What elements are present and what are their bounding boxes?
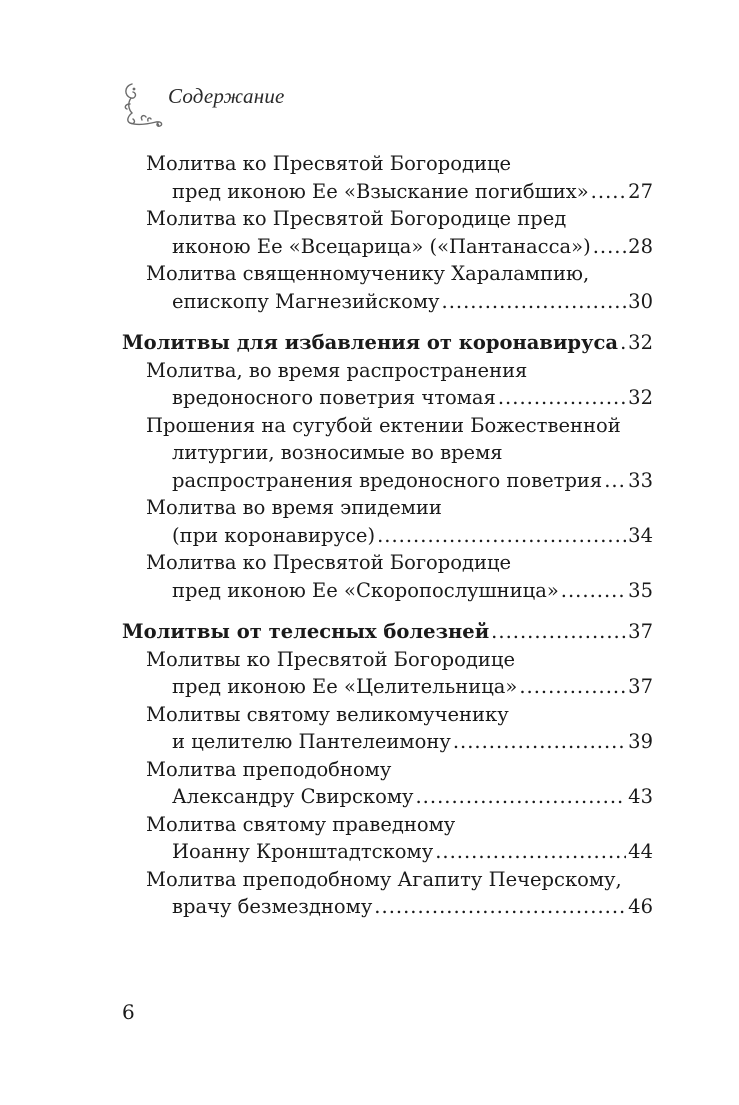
toc-entry-line: распространения вредоносного поветрия xyxy=(172,468,603,492)
toc-page-number: 32 xyxy=(628,331,653,354)
toc-entry-line: Молитва преподобному Агапиту Печерскому, xyxy=(146,867,622,891)
toc-page-number: 27 xyxy=(628,179,653,203)
toc-entry-last-line xyxy=(146,577,653,605)
toc-entry[interactable] xyxy=(122,150,653,205)
toc-entry[interactable] xyxy=(122,646,653,701)
toc-entry-line: и целителю Пантелеимону xyxy=(172,730,451,753)
toc-entry-line: Молитва преподобному xyxy=(146,757,392,781)
toc-entry-line: Молитва во время эпидемии xyxy=(146,496,442,519)
toc-section-continued xyxy=(122,150,653,315)
toc-entry-last-line xyxy=(146,384,653,412)
dot-leader xyxy=(561,577,626,605)
toc-page-number: 33 xyxy=(628,468,653,492)
toc-page-number: 30 xyxy=(628,289,653,313)
toc-entry[interactable] xyxy=(122,494,653,549)
toc-entry-last-line xyxy=(146,522,653,550)
toc-entry[interactable] xyxy=(122,412,653,495)
dot-leader xyxy=(491,618,626,646)
dot-leader xyxy=(604,467,626,495)
toc-page-number: 37 xyxy=(628,620,653,643)
toc-entry-line: Молитва священномученику Харалампию, xyxy=(146,262,590,285)
toc-page-number: 46 xyxy=(628,895,653,918)
toc-page-number: 43 xyxy=(628,785,653,808)
toc-page-number: 34 xyxy=(628,523,653,547)
toc-page-number: 28 xyxy=(628,234,653,258)
toc-entry[interactable] xyxy=(122,866,653,921)
toc-entry[interactable] xyxy=(122,701,653,756)
dot-leader xyxy=(415,783,626,811)
toc-entry[interactable] xyxy=(122,357,653,412)
toc-page-number: 37 xyxy=(628,675,653,698)
toc-entry-line: пред иконою Ее «Скоропослушница» xyxy=(172,578,559,602)
toc-entry[interactable] xyxy=(122,811,653,866)
dot-leader xyxy=(374,893,626,921)
scroll-ornament-icon xyxy=(118,80,166,130)
toc-entry-line: Молитвы ко Пресвятой Богородице xyxy=(146,647,515,671)
dot-leader xyxy=(377,522,626,550)
dot-leader xyxy=(435,838,626,866)
dot-leader xyxy=(453,728,626,756)
toc-entry-last-line xyxy=(146,467,653,495)
toc-entry-line: Иоанну Кронштадтскому xyxy=(172,840,434,863)
toc-entry-last-line xyxy=(146,288,653,316)
toc-entry[interactable] xyxy=(122,260,653,315)
dot-leader xyxy=(593,233,626,261)
toc-section-heading[interactable] xyxy=(122,618,653,646)
dot-leader xyxy=(620,329,626,357)
toc-entry-line: пред иконою Ее «Взыскание погибших» xyxy=(172,179,589,203)
toc-entry-line: Молитва святому праведному xyxy=(146,812,456,836)
toc-entry[interactable] xyxy=(122,756,653,811)
toc-entry-line: (при коронавирусе) xyxy=(172,523,376,547)
dot-leader xyxy=(591,178,627,206)
toc-entry-last-line xyxy=(146,178,653,206)
toc-entry-last-line xyxy=(146,233,653,261)
toc-entry-last-line xyxy=(146,673,653,701)
toc-entry-line: Молитва ко Пресвятой Богородице xyxy=(146,152,512,175)
page-number: 6 xyxy=(122,1000,135,1024)
toc-section-heading[interactable] xyxy=(122,329,653,357)
toc-entry[interactable] xyxy=(122,549,653,604)
toc-page-number: 39 xyxy=(628,730,653,753)
dot-leader xyxy=(442,288,627,316)
toc-entry-line: Молитва, во время распространения xyxy=(146,358,528,382)
toc-entry-line: Молитва ко Пресвятой Богородице xyxy=(146,551,512,574)
toc-section xyxy=(122,329,653,604)
toc-section xyxy=(122,618,653,921)
toc-entry-line: Александру Свирскому xyxy=(172,785,414,808)
toc-page-number: 32 xyxy=(628,386,653,409)
toc-entry-line: литургии, возносимые во время xyxy=(172,441,503,464)
toc-entry-line: вредоносного поветрия чтомая xyxy=(172,386,496,409)
section-title: Молитвы от телесных болезней xyxy=(122,620,490,643)
section-title: Молитвы для избавления от коронавируса xyxy=(122,331,619,354)
header-title: Содержание xyxy=(168,84,285,108)
toc-entry-line: пред иконою Ее «Целительница» xyxy=(172,675,518,698)
dot-leader xyxy=(519,673,626,701)
toc-entry-last-line xyxy=(146,728,653,756)
toc-entry-line: врачу безмездному xyxy=(172,895,373,918)
toc-page-number: 35 xyxy=(628,578,653,602)
toc-entry-last-line xyxy=(146,838,653,866)
toc-page-number: 44 xyxy=(628,840,653,863)
toc-entry-line: Молитва ко Пресвятой Богородице пред xyxy=(146,207,567,230)
toc-entry-line: иконою Ее «Всецарица» («Пантанасса») xyxy=(172,234,591,258)
toc-entry-line: Прошения на сугубой ектении Божественной xyxy=(146,413,621,437)
toc-entry[interactable] xyxy=(122,205,653,260)
toc-entry-line: епископу Магнезийскому xyxy=(172,289,440,313)
toc-entry-line: Молитвы святому великомученику xyxy=(146,702,509,726)
toc-entry-last-line xyxy=(146,893,653,921)
dot-leader xyxy=(498,384,626,412)
table-of-contents xyxy=(122,150,653,935)
toc-entry-last-line xyxy=(146,783,653,811)
running-header xyxy=(118,80,285,130)
